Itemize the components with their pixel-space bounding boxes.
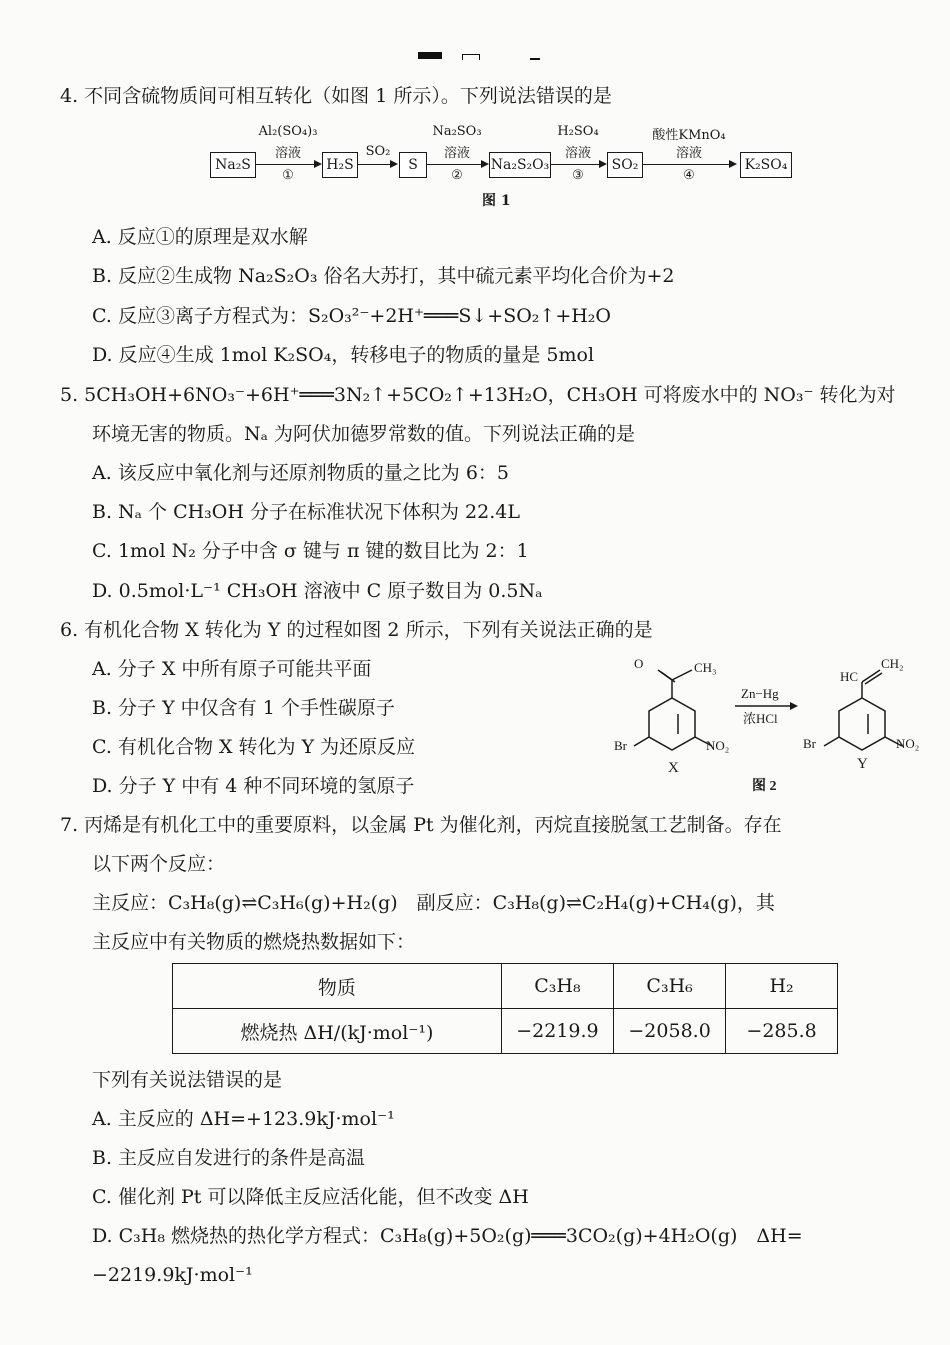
table-header-cell: H₂ <box>726 964 838 1009</box>
reagent-zn-hg: Zn−Hg <box>741 686 779 701</box>
q7-option-a: A. 主反应的 ΔH=+123.9kJ·mol⁻¹ <box>92 1108 395 1130</box>
x-label: X <box>668 760 679 776</box>
x-nitro: NO₂ <box>706 738 730 753</box>
box-na2s2o3: Na₂S₂O₃ <box>489 152 551 178</box>
combustion-heat-table <box>172 963 838 1054</box>
q4-option-b: B. 反应②生成物 Na₂S₂O₃ 俗名大苏打，其中硫元素平均化合价为+2 <box>92 265 675 287</box>
arrow-4-num: ③ <box>572 168 584 183</box>
q6-stem: 6. 有机化合物 X 转化为 Y 的过程如图 2 所示，下列有关说法正确的是 <box>60 619 653 641</box>
arrow-4-reagent: H₂SO₄ <box>557 124 599 139</box>
box-h2s: H₂S <box>322 152 358 178</box>
molecule-x <box>634 670 712 750</box>
table-header-cell: 物质 <box>173 964 502 1009</box>
q6-option-c: C. 有机化合物 X 转化为 Y 为还原反应 <box>92 736 416 758</box>
arrow-3-solution: 溶液 <box>443 146 470 161</box>
table-header-cell: C₃H₈ <box>501 964 613 1009</box>
arrow-3-reagent: Na₂SO₃ <box>432 124 482 139</box>
q7-stem-line3: 主反应：C₃H₈(g)⇌C₃H₆(g)+H₂(g) 副反应：C₃H₈(g)⇌C₂H₄(g)+CH₄(g)，其 <box>92 892 775 914</box>
box-na2s: Na₂S <box>210 152 256 178</box>
box-k2so4: K₂SO₄ <box>740 152 792 178</box>
q7-stem-line2: 以下两个反应： <box>92 853 226 875</box>
arrow-4-solution: 溶液 <box>564 146 591 161</box>
x-methyl: CH₃ <box>694 660 717 675</box>
q4-option-c: C. 反应③离子方程式为：S₂O₃²⁻+2H⁺═══S↓+SO₂↑+H₂O <box>92 305 612 327</box>
q7-option-d-line1: D. C₃H₈ 燃烧热的热化学方程式：C₃H₈(g)+5O₂(g)═══3CO₂(g)+4H₂O(g) ΔH= <box>92 1225 803 1247</box>
arrow-1 <box>256 164 320 165</box>
arrow-2-reagent: SO₂ <box>365 144 391 159</box>
arrow-3-num: ② <box>451 168 463 183</box>
table-cell: −2058.0 <box>614 1009 726 1054</box>
arrow-3 <box>427 164 487 165</box>
y-vinyl-ch2: CH₂ <box>881 656 904 671</box>
arrow-1-num: ① <box>282 168 294 183</box>
arrow-5-reagent: 酸性KMnO₄ <box>652 128 726 143</box>
q7-option-c: C. 催化剂 Pt 可以降低主反应活化能，但不改变 ΔH <box>92 1186 529 1208</box>
table-cell: 燃烧热 ΔH/(kJ·mol⁻¹) <box>173 1009 502 1054</box>
q5-option-d: D. 0.5mol·L⁻¹ CH₃OH 溶液中 C 原子数目为 0.5Nₐ <box>92 580 543 602</box>
q6-option-a: A. 分子 X 中所有原子可能共平面 <box>92 658 372 680</box>
y-nitro: NO₂ <box>896 736 920 751</box>
q5-stem-line2: 环境无害的物质。Nₐ 为阿伏加德罗常数的值。下列说法正确的是 <box>92 423 635 445</box>
q6-option-d: D. 分子 Y 中有 4 种不同环境的氢原子 <box>92 775 415 797</box>
molecule-y <box>824 670 902 750</box>
reaction-arrowhead <box>790 702 798 710</box>
arrow-1-solution: 溶液 <box>274 146 301 161</box>
arrow-5 <box>643 164 735 165</box>
arrow-4 <box>551 164 605 165</box>
box-so2: SO₂ <box>607 152 643 178</box>
table-header-row <box>173 964 838 1009</box>
arrow-5-num: ④ <box>683 168 695 183</box>
q7-prompt: 下列有关说法错误的是 <box>92 1069 283 1091</box>
figure-1-caption: 图 1 <box>482 193 511 209</box>
q7-option-d-line2: −2219.9kJ·mol⁻¹ <box>92 1264 253 1286</box>
reagent-hcl: 浓HCl <box>743 711 778 726</box>
q5-option-a: A. 该反应中氧化剂与还原剂物质的量之比为 6：5 <box>92 462 510 484</box>
q7-option-b: B. 主反应自发进行的条件是高温 <box>92 1147 366 1169</box>
table-cell: −2219.9 <box>501 1009 613 1054</box>
top-marks <box>418 50 558 62</box>
arrow-2 <box>358 164 396 165</box>
q5-option-b: B. Nₐ 个 CH₃OH 分子在标准状况下体积为 22.4L <box>92 501 520 523</box>
q5-stem-line1: 5. 5CH₃OH+6NO₃⁻+6H⁺═══3N₂↑+5CO₂↑+13H₂O，CH₃OH 可将废水中的 NO₃⁻ 转化为对 <box>60 384 896 406</box>
x-bromine: Br <box>614 738 627 753</box>
q4-option-d: D. 反应④生成 1mol K₂SO₄，转移电子的物质的量是 5mol <box>92 344 595 366</box>
q6-option-b: B. 分子 Y 中仅含有 1 个手性碳原子 <box>92 697 395 719</box>
q4-option-a: A. 反应①的原理是双水解 <box>92 226 308 248</box>
table-row <box>173 1009 838 1054</box>
figure-2-caption: 图 2 <box>752 779 777 794</box>
q7-stem-line4: 主反应中有关物质的燃烧热数据如下： <box>92 931 416 953</box>
q5-option-c: C. 1mol N₂ 分子中含 σ 键与 π 键的数目比为 2：1 <box>92 540 529 562</box>
y-vinyl-hc: HC <box>840 669 859 684</box>
box-s: S <box>399 152 427 178</box>
arrow-1-reagent: Al₂(SO₄)₃ <box>258 124 318 139</box>
figure-2 <box>600 650 930 800</box>
y-label: Y <box>857 756 868 772</box>
table-cell: −285.8 <box>726 1009 838 1054</box>
table-header-cell: C₃H₆ <box>614 964 726 1009</box>
arrow-5-solution: 溶液 <box>675 146 702 161</box>
x-oxygen: O <box>634 656 644 671</box>
y-bromine: Br <box>803 736 816 751</box>
q7-stem-line1: 7. 丙烯是有机化工中的重要原料，以金属 Pt 为催化剂，丙烷直接脱氢工艺制备。存在 <box>60 814 782 836</box>
q4-stem: 4. 不同含硫物质间可相互转化（如图 1 所示）。下列说法错误的是 <box>60 85 612 107</box>
